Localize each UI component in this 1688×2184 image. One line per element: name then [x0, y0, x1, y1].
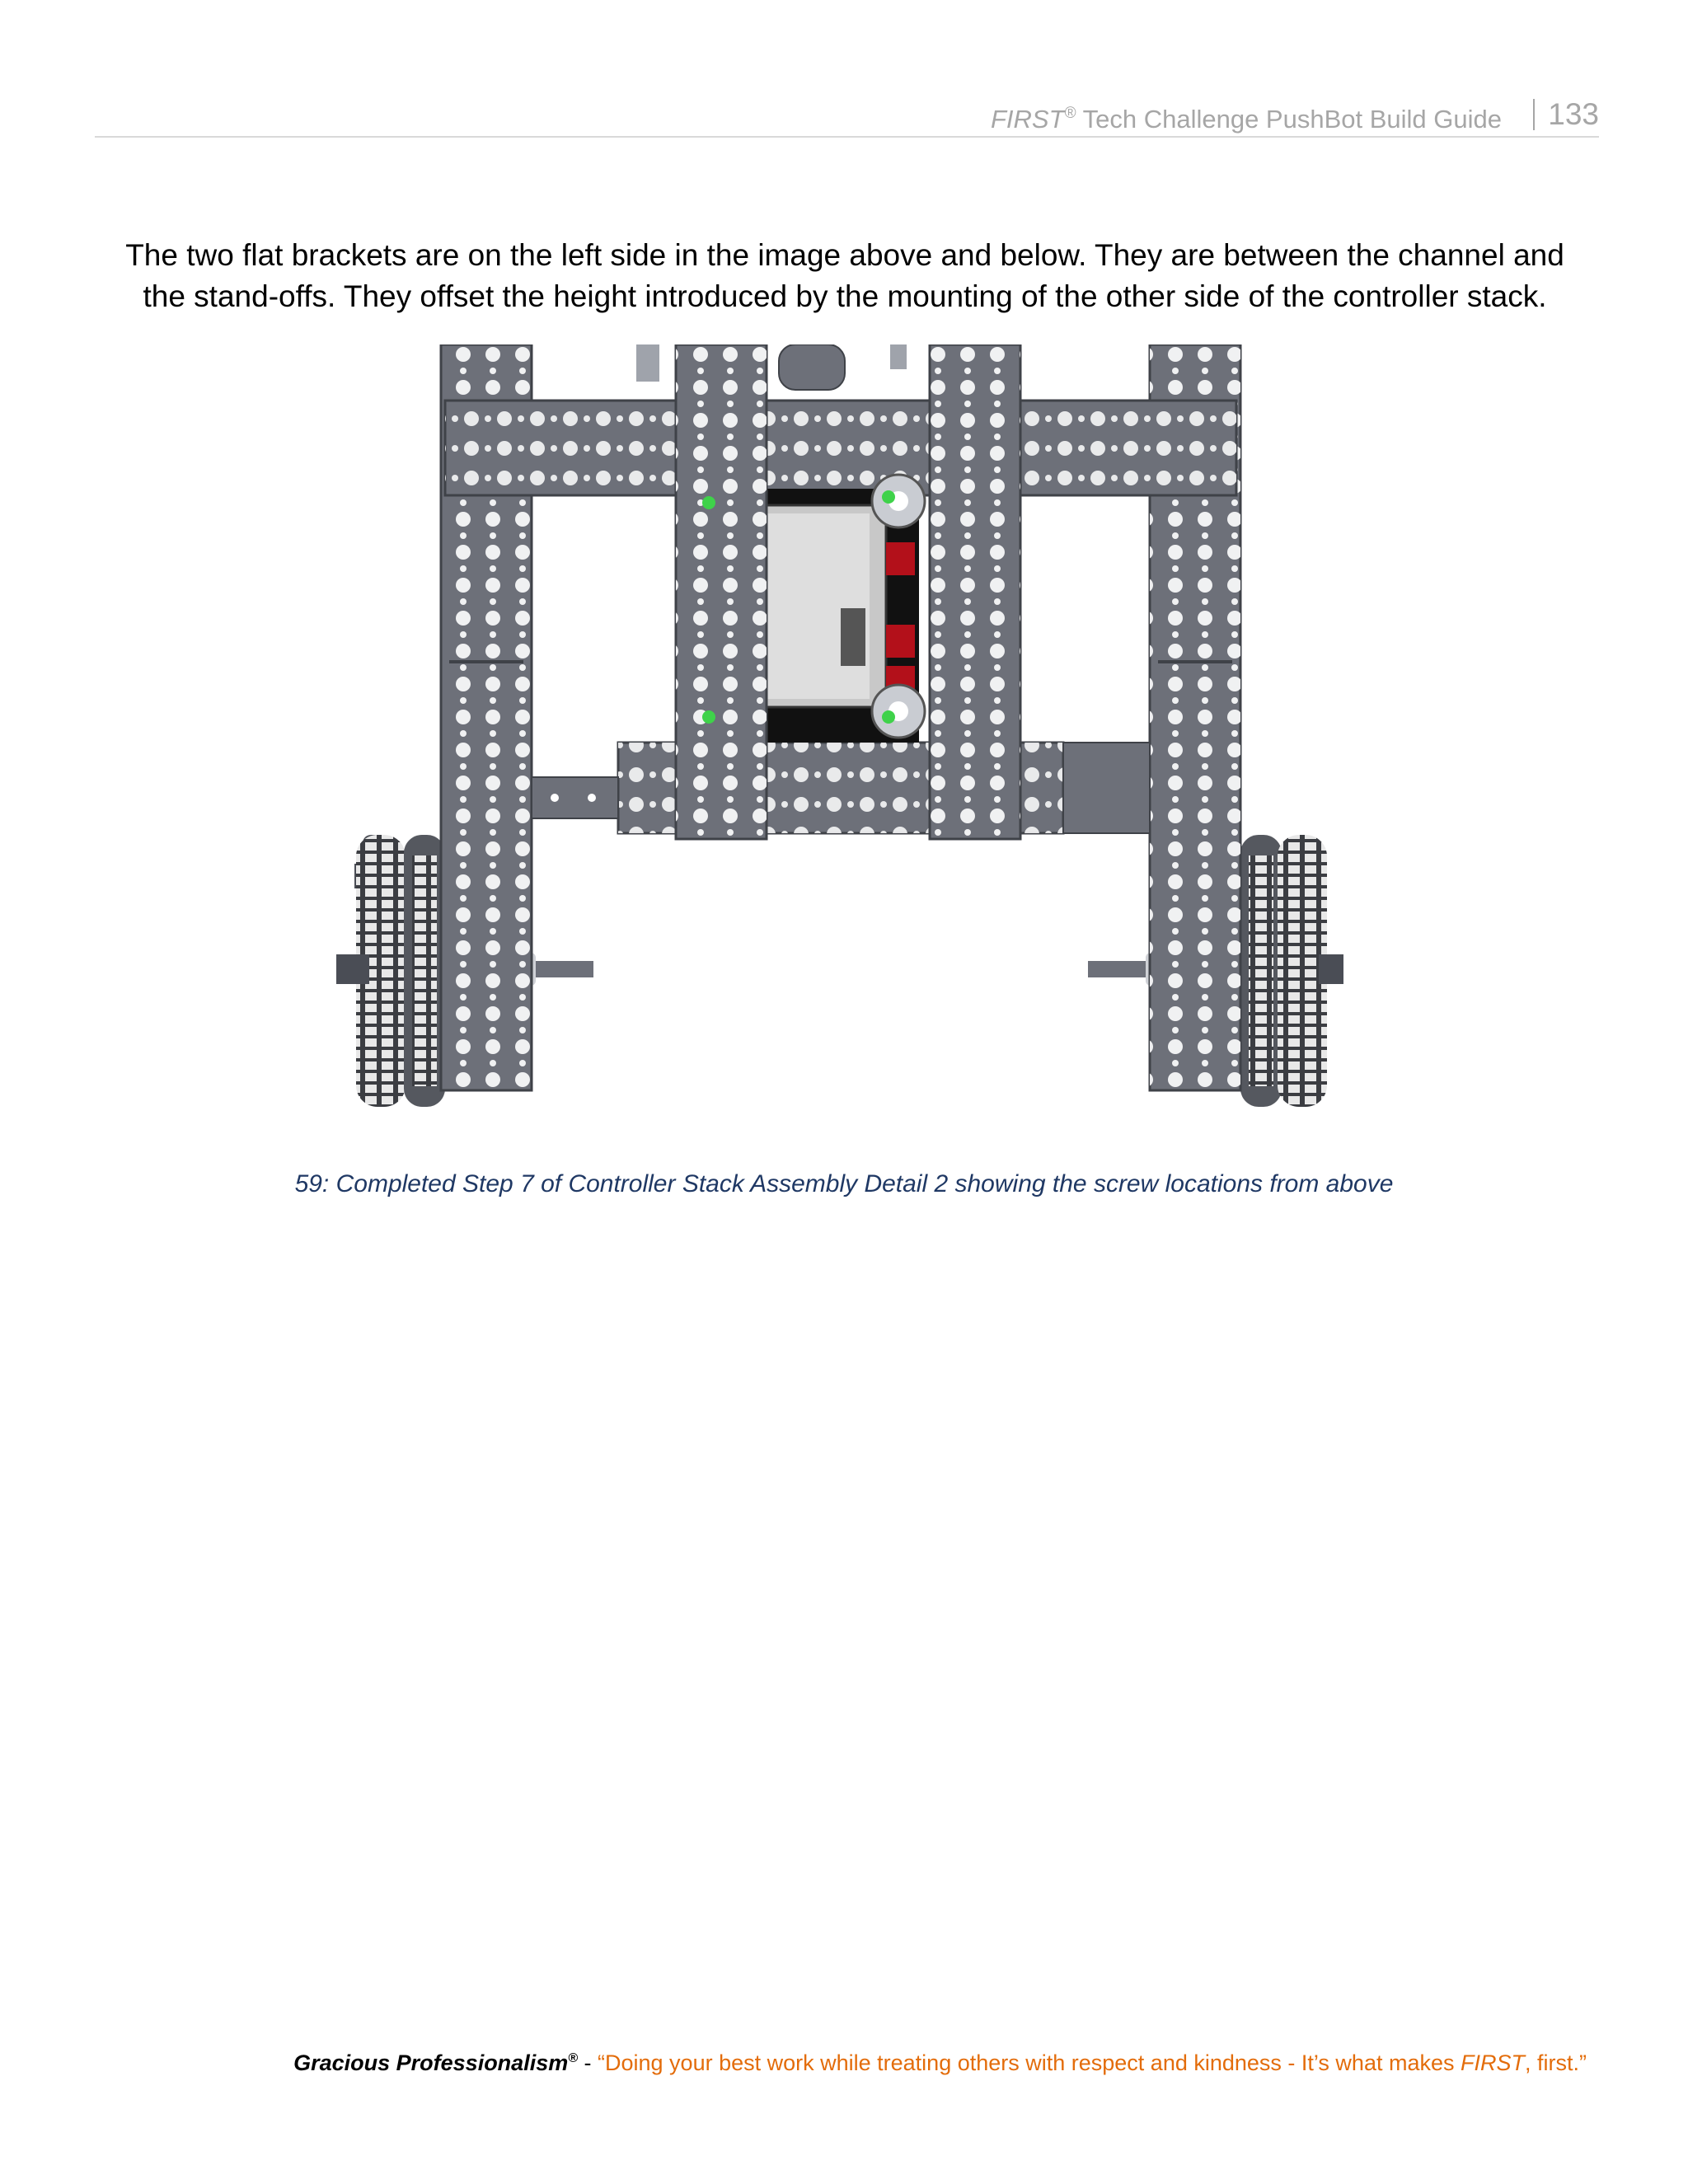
controller-stack: [746, 475, 925, 743]
screw-highlight-2: [702, 710, 715, 724]
footer-gp-text: Gracious Professionalism: [293, 2050, 569, 2075]
robot-drawing: [330, 344, 1352, 1119]
header-title: [991, 105, 1502, 134]
footer-quote: [598, 2050, 1587, 2075]
body-line-2: the stand-offs. They offset the height introduced by the mounting of the other side of the controller stack.: [143, 279, 1547, 313]
footer-gp-label: [293, 2050, 578, 2075]
axles: [445, 953, 1236, 986]
header-separator: [1533, 99, 1535, 130]
screw-highlight-1: [702, 496, 715, 509]
header-reg-mark: ®: [1064, 105, 1076, 122]
page-header: [95, 95, 1599, 138]
page-number: 133: [1548, 97, 1599, 131]
footer-dash: -: [578, 2050, 598, 2075]
right-omni-wheel: [1240, 835, 1343, 1107]
footer-reg-mark: ®: [568, 2051, 579, 2065]
body-paragraph: [99, 235, 1591, 317]
figure-caption: 59: Completed Step 7 of Controller Stack Assembly Detail 2 showing the screw locations from above: [294, 1170, 1394, 1197]
page-footer: [82, 2050, 1587, 2076]
body-line-1: The two flat brackets are on the left side in the image above and below. They are between the channel and: [125, 238, 1564, 272]
figure-robot-top-view: [330, 344, 1352, 1119]
header-brand: FIRST: [991, 105, 1065, 134]
header-title-text: Tech Challenge PushBot Build Guide: [1076, 105, 1502, 134]
left-omni-wheel: [336, 835, 445, 1107]
footer-quote-first: FIRST: [1461, 2050, 1525, 2075]
footer-quote-start: “Doing your best work while treating others with respect and kindness - It’s what makes: [598, 2050, 1461, 2075]
flat-bracket: [532, 777, 618, 818]
footer-quote-end: , first.”: [1525, 2050, 1587, 2075]
